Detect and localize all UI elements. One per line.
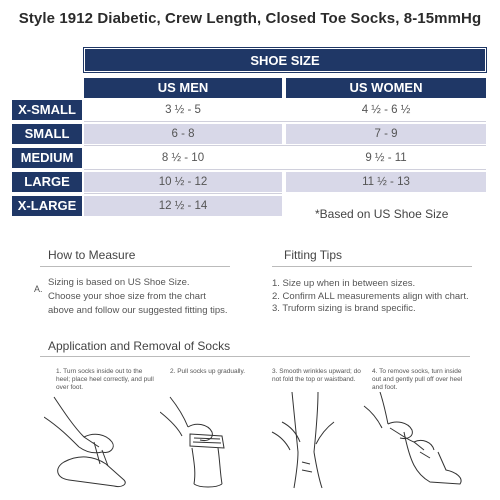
cell-xsmall-men: 3 ½ - 5 bbox=[84, 100, 282, 120]
fitting-tips-heading: Fitting Tips bbox=[284, 248, 343, 262]
row-label-small: SMALL bbox=[12, 124, 82, 144]
fitting-tip: 3. Truform sizing is brand specific. bbox=[272, 303, 416, 314]
shoe-size-header: SHOE SIZE bbox=[84, 48, 486, 72]
cell-medium-men: 8 ½ - 10 bbox=[84, 148, 282, 168]
step-2-illustration bbox=[160, 392, 260, 492]
step-3-illustration bbox=[262, 392, 362, 492]
measure-line: Sizing is based on US Shoe Size. bbox=[48, 277, 190, 288]
page-title: Style 1912 Diabetic, Crew Length, Closed Toe Socks, 8-15mmHg bbox=[18, 10, 482, 27]
cell-small-men: 6 - 8 bbox=[84, 124, 282, 144]
cell-large-women: 11 ½ - 13 bbox=[286, 172, 486, 192]
row-label-xsmall: X-SMALL bbox=[12, 100, 82, 120]
cell-xlarge-men: 12 ½ - 14 bbox=[84, 196, 282, 216]
section-divider bbox=[40, 266, 230, 267]
cell-large-men: 10 ½ - 12 bbox=[84, 172, 282, 192]
step-4-illustration bbox=[360, 392, 470, 492]
size-note: *Based on US Shoe Size bbox=[315, 207, 449, 221]
measure-line: Choose your shoe size from the chart bbox=[48, 291, 206, 302]
cell-small-women: 7 - 9 bbox=[286, 124, 486, 144]
application-heading: Application and Removal of Socks bbox=[48, 339, 231, 353]
how-to-measure-text bbox=[48, 276, 258, 318]
step-3-text: 3. Smooth wrinkles upward; do not fold the top or waistband. bbox=[272, 368, 361, 383]
cell-medium-women: 9 ½ - 11 bbox=[286, 148, 486, 168]
cell-xsmall-women: 4 ½ - 6 ½ bbox=[286, 100, 486, 120]
row-divider bbox=[84, 193, 282, 194]
section-divider bbox=[40, 356, 470, 357]
step-4-text: 4. To remove socks, turn inside out and gently pull off over heel and foot. bbox=[372, 368, 463, 391]
row-label-xlarge: X-LARGE bbox=[12, 196, 82, 216]
step-2-text: 2. Pull socks up gradually. bbox=[170, 368, 246, 375]
row-divider bbox=[84, 145, 486, 146]
row-divider bbox=[84, 169, 486, 170]
fitting-tip: 2. Confirm ALL measurements align with chart. bbox=[272, 290, 469, 302]
row-label-medium: MEDIUM bbox=[12, 148, 82, 168]
measure-letter: A. bbox=[34, 284, 43, 294]
how-to-measure-heading: How to Measure bbox=[48, 248, 136, 262]
fitting-tips-list bbox=[272, 278, 469, 316]
us-women-header: US WOMEN bbox=[286, 78, 486, 98]
step-1-illustration bbox=[44, 392, 144, 492]
section-divider bbox=[272, 266, 472, 267]
row-divider bbox=[84, 121, 486, 122]
measure-line: above and follow our suggested fitting tips. bbox=[48, 305, 228, 316]
row-label-large: LARGE bbox=[12, 172, 82, 192]
us-men-header: US MEN bbox=[84, 78, 282, 98]
fitting-tip: 1. Size up when in between sizes. bbox=[272, 278, 416, 289]
step-1-text: 1. Turn socks inside out to the heel; place heel correctly, and pull over foot. bbox=[56, 368, 154, 391]
